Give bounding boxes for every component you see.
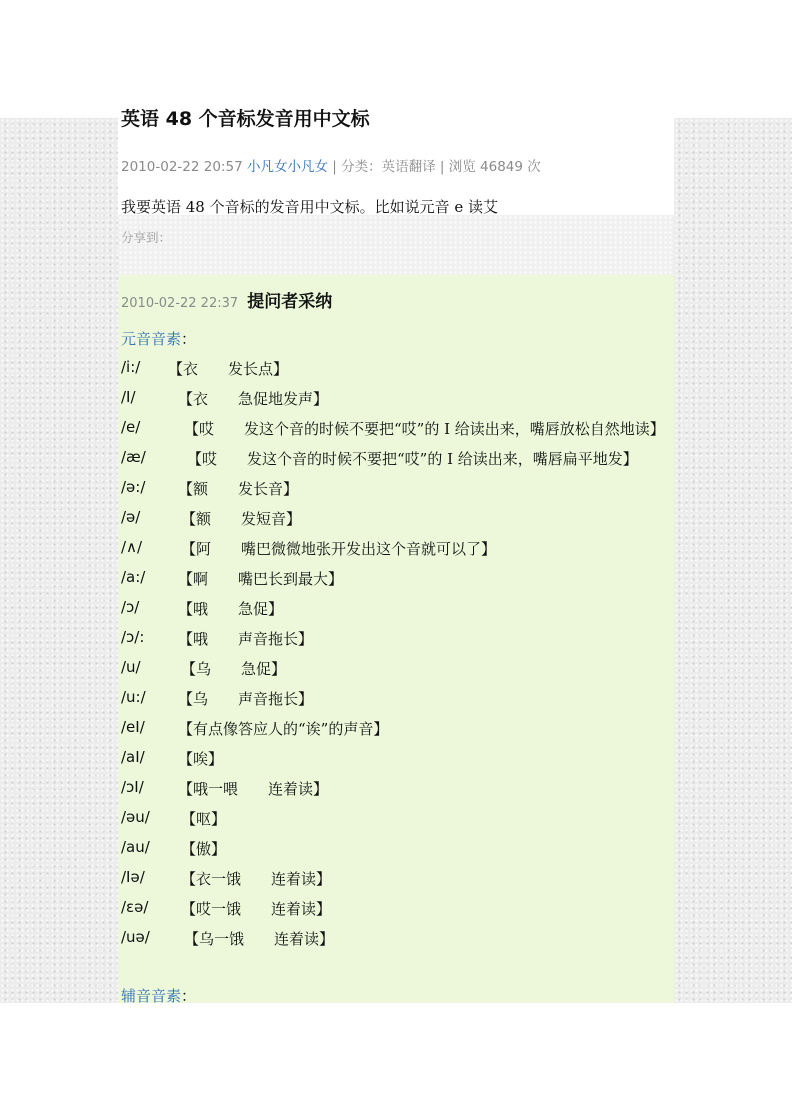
consonants-heading-colon: ： <box>181 987 197 1005</box>
vowel-row <box>121 596 681 626</box>
phonetic-symbol: /aI/ <box>121 748 145 766</box>
phonetic-symbol: /a:/ <box>121 568 146 586</box>
vowel-row <box>121 716 681 746</box>
page-background-left <box>0 118 118 1003</box>
phonetic-symbol: /uə/ <box>121 928 150 946</box>
pronunciation-hint: 【额 发长音】 <box>178 480 299 498</box>
consonants-heading <box>121 985 196 1006</box>
phonetic-symbol: /i:/ <box>121 358 141 376</box>
pronunciation-hint: 【有点像答应人的“诶”的声音】 <box>178 720 389 738</box>
pronunciation-hint: 【额 发短音】 <box>181 510 302 528</box>
pronunciation-hint: 【乌 急促】 <box>181 660 287 678</box>
vowel-row <box>121 626 681 656</box>
pronunciation-hint: 【乌 声音拖长】 <box>178 690 314 708</box>
vowel-row <box>121 446 681 476</box>
pronunciation-hint: 【哎 发这个音的时候不要把“哎”的 I 给读出来，嘴唇扁平地发】 <box>187 450 638 468</box>
phonetic-symbol: /I/ <box>121 388 136 406</box>
consonants-heading-text: 辅音音素 <box>121 987 182 1005</box>
phonetic-symbol: /εə/ <box>121 898 149 916</box>
share-label[interactable]: 分享到： <box>121 230 172 245</box>
phonetic-symbol: /æ/ <box>121 448 146 466</box>
answer-header <box>121 287 332 312</box>
phonetic-symbol: /Iə/ <box>121 868 145 886</box>
vowel-row <box>121 566 681 596</box>
vowel-row <box>121 356 681 386</box>
phonetic-symbol: /au/ <box>121 838 150 856</box>
vowel-row <box>121 776 681 806</box>
pronunciation-hint: 【哦 声音拖长】 <box>178 630 314 648</box>
vowel-row <box>121 536 681 566</box>
pronunciation-hint: 【呕】 <box>181 810 227 828</box>
vowel-row <box>121 926 681 956</box>
view-count: | 浏览 46849 次 <box>439 159 541 175</box>
vowel-row <box>121 656 681 686</box>
pronunciation-hint: 【衣 发长点】 <box>168 360 289 378</box>
pronunciation-hint: 【哎一饿 连着读】 <box>181 900 332 918</box>
phonetic-symbol: /ə:/ <box>121 478 146 496</box>
answer-date: 2010-02-22 22:37 <box>121 296 239 311</box>
author-link[interactable]: 小凡女小凡女 <box>246 159 328 175</box>
phonetic-symbol: /ə/ <box>121 508 141 526</box>
pronunciation-hint: 【哎 发这个音的时候不要把“哎”的 I 给读出来，嘴唇放松自然地读】 <box>184 420 665 438</box>
pronunciation-hint: 【衣 急促地发声】 <box>178 390 329 408</box>
vowel-row <box>121 806 681 836</box>
pronunciation-hint: 【哦一喂 连着读】 <box>178 780 329 798</box>
vowel-row <box>121 866 681 896</box>
vowel-row <box>121 746 681 776</box>
pronunciation-hint: 【傲】 <box>181 840 227 858</box>
question-category[interactable]: | 分类：英语翻译 <box>332 159 436 175</box>
question-title: 英语 48 个音标发音用中文标 <box>121 108 370 130</box>
vowel-row <box>121 836 681 866</box>
share-strip <box>118 215 674 275</box>
phonetic-symbol: /e/ <box>121 418 141 436</box>
vowels-heading-colon: ： <box>181 330 197 348</box>
phonetic-symbol: /u:/ <box>121 688 146 706</box>
question-meta <box>121 155 541 175</box>
vowel-row <box>121 386 681 416</box>
pronunciation-hint: 【衣一饿 连着读】 <box>181 870 332 888</box>
phonetic-symbol: /ɔ/: <box>121 628 145 646</box>
vowels-heading <box>121 328 196 349</box>
phonetic-symbol: /ɔI/ <box>121 778 144 796</box>
pronunciation-hint: 【唉】 <box>178 750 224 768</box>
phonetic-symbol: /əu/ <box>121 808 150 826</box>
page-background-right <box>674 118 792 1003</box>
pronunciation-hint: 【啊 嘴巴长到最大】 <box>178 570 344 588</box>
phonetic-symbol: /u/ <box>121 658 141 676</box>
pronunciation-hint: 【哦 急促】 <box>178 600 284 618</box>
phonetic-symbol: /∧/ <box>121 538 143 556</box>
vowel-row <box>121 506 681 536</box>
vowel-list <box>121 356 681 956</box>
vowel-row <box>121 416 681 446</box>
vowel-row <box>121 896 681 926</box>
phonetic-symbol: /ɔ/ <box>121 598 140 616</box>
accepted-answer-label: 提问者采纳 <box>247 292 333 312</box>
pronunciation-hint: 【阿 嘴巴微微地张开发出这个音就可以了】 <box>181 540 497 558</box>
question-date: 2010-02-22 20:57 <box>121 159 243 175</box>
vowel-row <box>121 686 681 716</box>
phonetic-symbol: /eI/ <box>121 718 145 736</box>
vowel-row <box>121 476 681 506</box>
pronunciation-hint: 【乌一饿 连着读】 <box>184 930 335 948</box>
vowels-heading-text: 元音音素 <box>121 330 182 348</box>
question-body: 我要英语 48 个音标的发音用中文标。比如说元音 e 读艾 <box>121 198 499 216</box>
